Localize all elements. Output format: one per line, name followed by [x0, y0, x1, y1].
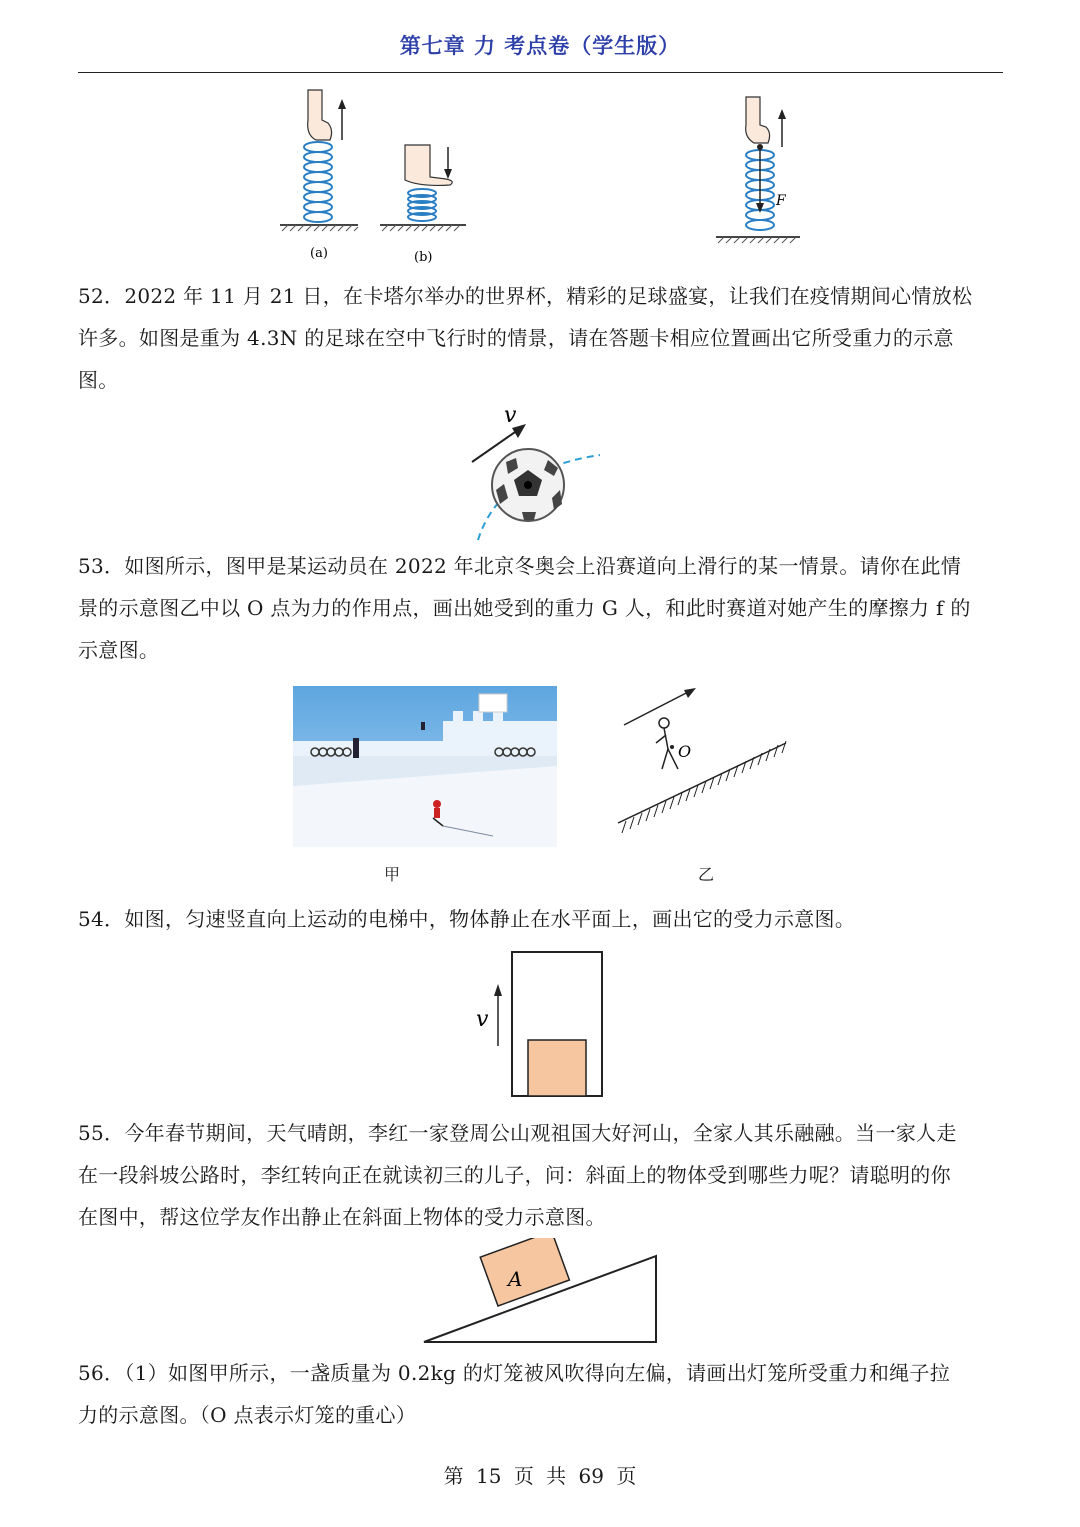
question-54-text	[78, 898, 1003, 940]
elevator-velocity-label: v	[476, 1007, 489, 1032]
soccer-ball-figure	[460, 400, 620, 550]
spring-figure-b	[380, 145, 466, 265]
q55-line-3: 在图中，帮这位学友作出静止在斜面上物体的受力示意图。	[78, 1205, 606, 1229]
q54-line-1: 54．如图，匀速竖直向上运动的电梯中，物体静止在水平面上，画出它的受力示意图。	[78, 907, 856, 931]
point-O-label: O	[678, 742, 692, 761]
q56-line-2: 力的示意图。（O 点表示灯笼的重心）	[78, 1403, 417, 1427]
label-b: (b)	[414, 250, 433, 265]
spring-figures	[270, 85, 830, 270]
caption-yi: 乙	[698, 865, 715, 884]
block	[528, 1040, 586, 1096]
spring-figure-c	[716, 97, 800, 243]
page-footer: 第 15 页 共 69 页	[443, 1464, 637, 1488]
block-A-label: A	[508, 1267, 523, 1291]
q52-line-1: 52．2022 年 11 月 21 日，在卡塔尔举办的世界杯，精彩的足球盛宴，让我们在疫情期间心情放松	[78, 284, 973, 308]
q53-line-2: 景的示意图乙中以 O 点为力的作用点，画出她受到的重力 G 人，和此时赛道对她产生的摩擦力 f 的	[78, 596, 971, 620]
skier-figure	[656, 718, 678, 769]
question-52-text	[78, 275, 1003, 401]
ski-photo	[293, 686, 557, 847]
velocity-label: v	[504, 403, 517, 428]
q53-line-1: 53．如图所示，图甲是某运动员在 2022 年北京冬奥会上沿赛道向上滑行的某一情景。请你在此情	[78, 554, 962, 578]
q52-line-3: 图。	[78, 368, 119, 392]
q52-line-2: 许多。如图是重为 4.3N 的足球在空中飞行时的情景，请在答题卡相应位置画出它所受重力的示意	[78, 326, 954, 350]
incline-figure	[420, 1238, 660, 1344]
question-56-text	[78, 1352, 1003, 1436]
question-55-text	[78, 1112, 1003, 1238]
q55-line-1: 55．今年春节期间，天气晴朗，李红一家登周公山观祖国大好河山，全家人其乐融融。当一家人走	[78, 1121, 957, 1145]
q56-line-1: 56．（1）如图甲所示，一盏质量为 0.2kg 的灯笼被风吹得向左偏，请画出灯笼所受重力和绳子拉	[78, 1361, 951, 1385]
q55-line-2: 在一段斜坡公路时，李红转向正在就读初三的儿子，问：斜面上的物体受到哪些力呢？请聪明的你	[78, 1163, 951, 1187]
caption-jia: 甲	[384, 865, 401, 884]
q53-line-3: 示意图。	[78, 638, 160, 662]
label-a: (a)	[310, 246, 328, 261]
elevator-figure	[470, 948, 610, 1100]
spring-figure-a	[280, 90, 358, 261]
question-53-text	[78, 545, 1003, 671]
label-F: F	[776, 193, 786, 209]
header-divider	[78, 72, 1003, 73]
page-header-title: 第七章 力 考点卷（学生版）	[399, 34, 681, 58]
ski-slope-diagram	[612, 683, 792, 843]
